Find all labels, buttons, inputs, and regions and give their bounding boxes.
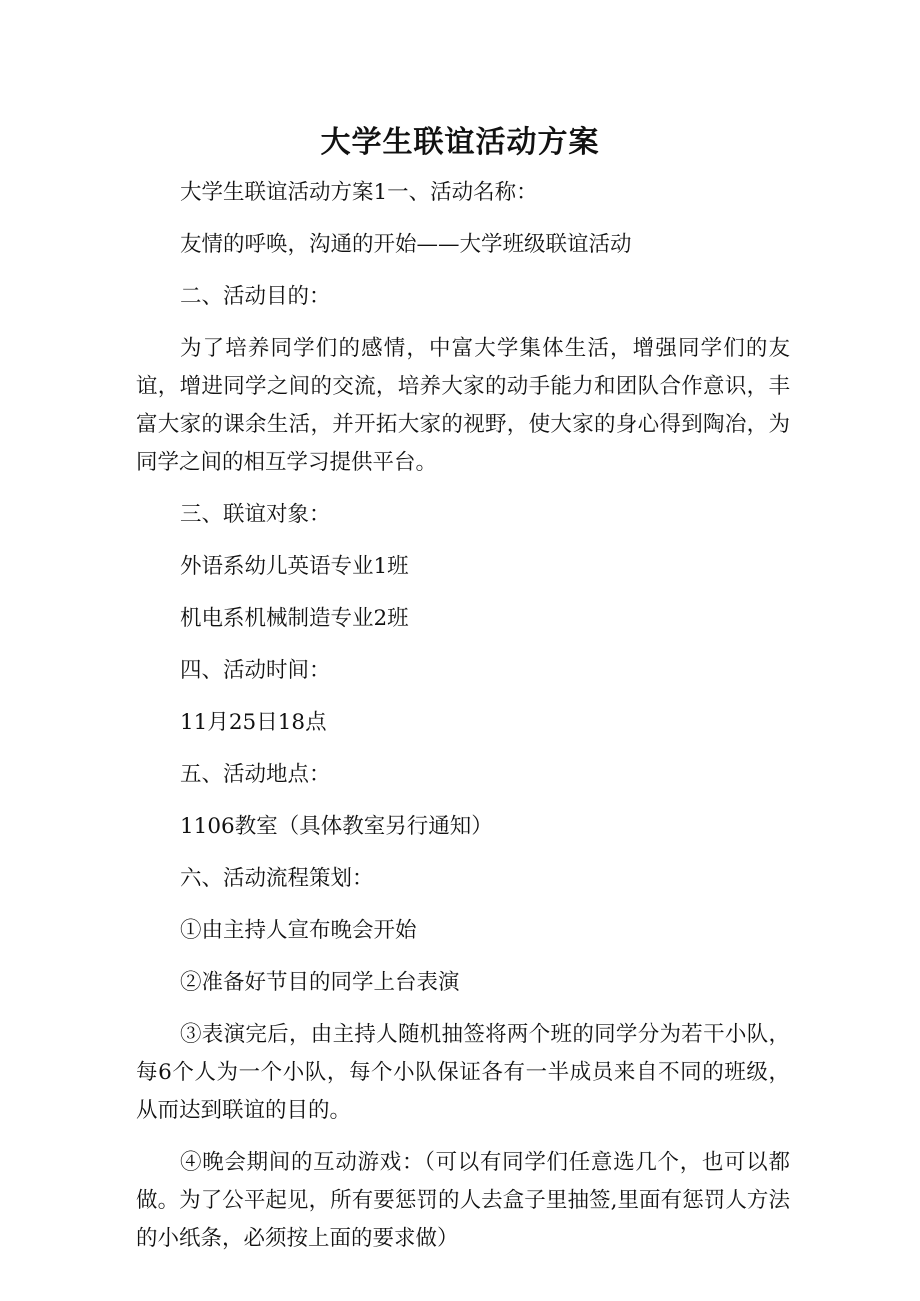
paragraph-spacer [136,794,790,808]
paragraph-location: 1106教室（具体教室另行通知） [180,814,493,839]
paragraph-spacer [136,950,790,964]
paragraph-spacer [136,482,790,496]
paragraph-spacer [136,212,790,226]
paragraph-time: 11月25日18点 [180,710,327,735]
process-step-1: ①由主持人宣布晚会开始 [180,918,417,943]
paragraph-spacer [136,690,790,704]
section-heading-location: 五、活动地点： [180,762,331,787]
process-step-3: ③表演完后，由主持人随机抽签将两个班的同学分为若干小队，每6个人为一个小队，每个小队保证各有一半成员来自不同的班级，从而达到联谊的目的。 [136,1022,790,1123]
process-step-2: ②准备好节目的同学上台表演 [180,970,460,995]
paragraph-activity-name: 大学生联谊活动方案1一、活动名称： [180,180,538,205]
paragraph-spacer [136,638,790,652]
paragraph-spacer [136,264,790,278]
document-title: 大学生联谊活动方案 [320,125,600,160]
paragraph-spacer [136,898,790,912]
paragraph-participant-class-1: 外语系幼儿英语专业1班 [180,554,409,579]
section-heading-participants: 三、联谊对象： [180,502,331,527]
paragraph-spacer [136,1002,790,1016]
document-body [136,174,790,1258]
process-step-4: ④晚会期间的互动游戏：（可以有同学们任意选几个，也可以都做。为了公平起见，所有要惩罚的人去盒子里抽签,里面有惩罚人方法的小纸条，必须按上面的要求做） [136,1150,790,1251]
section-heading-time: 四、活动时间： [180,658,331,683]
paragraph-participant-class-2: 机电系机械制造专业2班 [180,606,409,631]
paragraph-activity-title: 友情的呼唤，沟通的开始——大学班级联谊活动 [180,232,632,257]
paragraph-spacer [136,742,790,756]
paragraph-spacer [136,534,790,548]
paragraph-spacer [136,846,790,860]
paragraph-purpose-body: 为了培养同学们的感情，中富大学集体生活，增强同学们的友谊，增进同学之间的交流，培养大家的动手能力和团队合作意识，丰富大家的课余生活，并开拓大家的视野，使大家的身心得到陶冶，为同学之间的相互学习提供平台。 [136,336,790,475]
section-heading-purpose: 二、活动目的： [180,284,331,309]
section-heading-process: 六、活动流程策划： [180,866,374,891]
paragraph-spacer [136,586,790,600]
paragraph-spacer [136,316,790,330]
paragraph-spacer [136,1130,790,1144]
